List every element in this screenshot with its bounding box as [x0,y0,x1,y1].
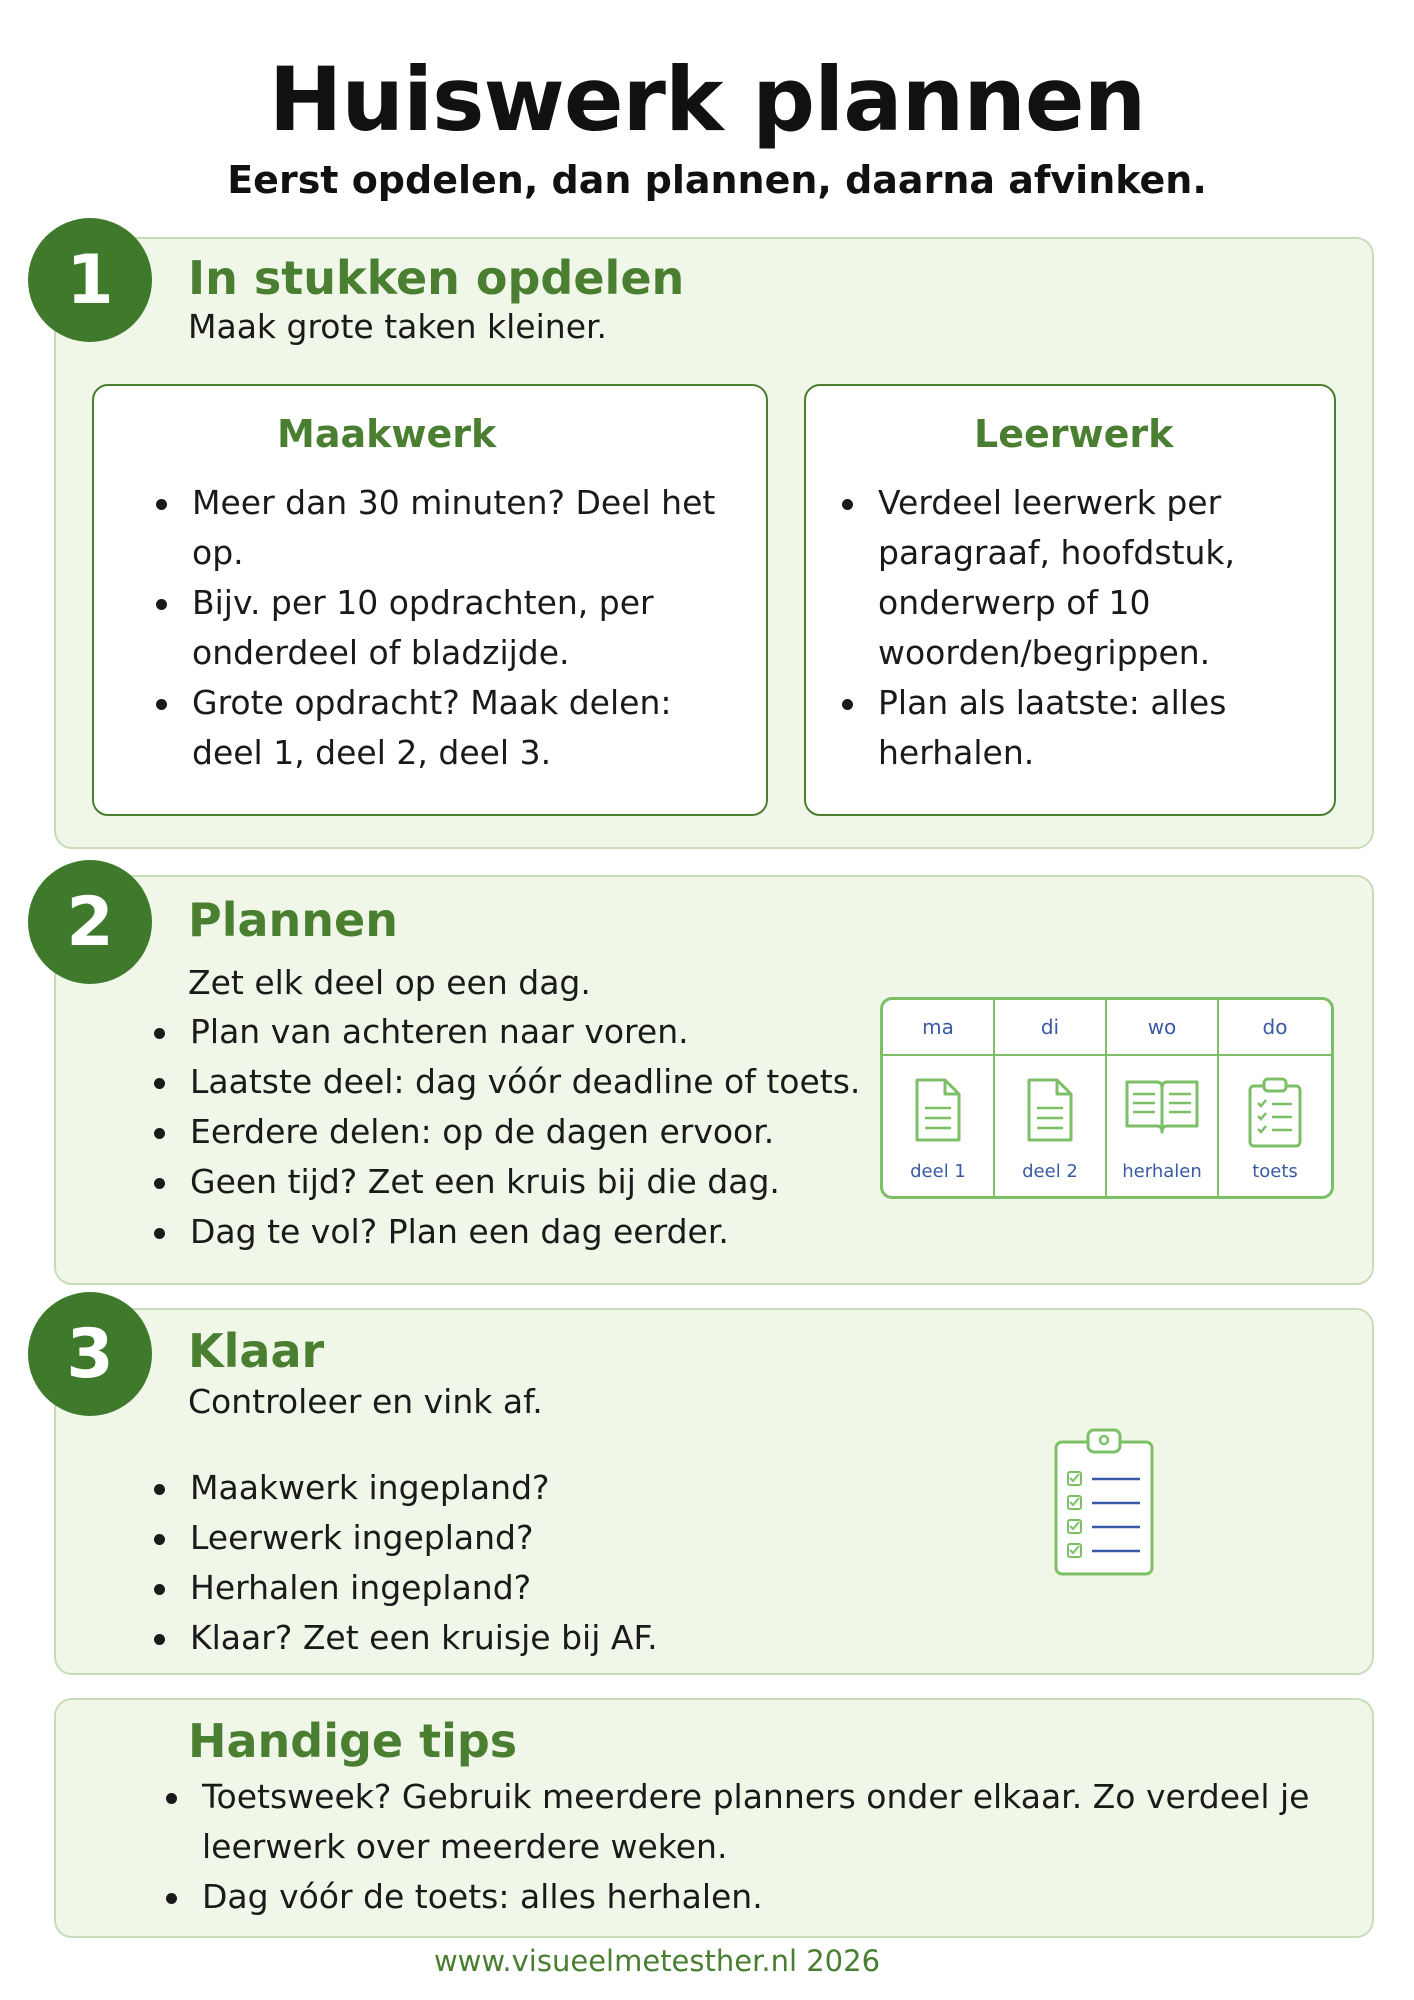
page-title: Huiswerk plannen [268,48,1146,151]
open-book-icon [1123,1076,1201,1138]
clipboard-checklist-icon [1246,1076,1304,1150]
document-icon [1025,1076,1075,1144]
planner-cell [1219,1056,1331,1196]
list-item: Laatste deel: dag vóór deadline of toets. [148,1057,888,1107]
planner-cell [883,1056,995,1196]
planner-cell [1107,1056,1219,1196]
planner-cell-label: herhalen [1122,1161,1202,1182]
section-tips [54,1698,1374,1938]
maakwerk-list [150,478,730,778]
planner-cell-label: deel 2 [1022,1161,1078,1182]
list-item: Klaar? Zet een kruisje bij AF. [148,1613,888,1663]
planner-cell-label: deel 1 [910,1161,966,1182]
step-number-badge: 2 [28,860,152,984]
list-item: Dag vóór de toets: alles herhalen. [160,1872,1360,1922]
section-title: Plannen [188,893,398,947]
list-item: Geen tijd? Zet een kruis bij die dag. [148,1157,888,1207]
planner-day-header: di [995,1000,1107,1056]
list-item: Bijv. per 10 opdrachten, per onderdeel of bladzijde. [150,578,730,678]
section-klaar [54,1308,1374,1675]
section-title: Handige tips [188,1714,518,1768]
planner-day-header: wo [1107,1000,1219,1056]
card-title: Maakwerk [277,412,497,456]
card-title: Leerwerk [974,412,1174,456]
list-item: Leerwerk ingepland? [148,1513,888,1563]
section-title: Klaar [188,1324,325,1378]
planner-cell-label: toets [1252,1161,1298,1182]
planner-day-header: ma [883,1000,995,1056]
list-item: Toetsweek? Gebruik meerdere planners onder elkaar. Zo verdeel je leerwerk over meerdere weken. [160,1772,1360,1872]
list-item: Eerdere delen: op de dagen ervoor. [148,1107,888,1157]
tips-list [160,1772,1360,1922]
list-item: Meer dan 30 minuten? Deel het op. [150,478,730,578]
list-item: Plan als laatste: alles herhalen. [836,678,1276,778]
card-leerwerk [804,384,1336,816]
planner-cell [995,1056,1107,1196]
card-maakwerk [92,384,768,816]
week-planner [880,997,1334,1199]
section-subtitle: Maak grote taken kleiner. [188,307,608,346]
page-subtitle: Eerst opdelen, dan plannen, daarna afvinken. [227,158,1207,202]
step-number-badge: 1 [28,218,152,342]
section-subtitle: Zet elk deel op een dag. [188,963,591,1002]
plannen-list [148,1007,888,1257]
section-opdelen [54,237,1374,849]
planner-day-header: do [1219,1000,1331,1056]
leerwerk-list [836,478,1276,778]
section-title: In stukken opdelen [188,251,685,305]
klaar-list [148,1463,888,1663]
step-number-badge: 3 [28,1292,152,1416]
list-item: Dag te vol? Plan een dag eerder. [148,1207,888,1257]
document-icon [913,1076,963,1144]
section-subtitle: Controleer en vink af. [188,1382,543,1421]
clipboard-checklist-icon [1052,1426,1156,1578]
list-item: Plan van achteren naar voren. [148,1007,888,1057]
section-plannen [54,875,1374,1285]
list-item: Herhalen ingepland? [148,1563,888,1613]
list-item: Maakwerk ingepland? [148,1463,888,1513]
footer-credit: www.visueelmetesther.nl 2026 [433,1944,881,1978]
list-item: Verdeel leerwerk per paragraaf, hoofdstuk, onderwerp of 10 woorden/begrippen. [836,478,1276,678]
list-item: Grote opdracht? Maak delen: deel 1, deel 2, deel 3. [150,678,730,778]
